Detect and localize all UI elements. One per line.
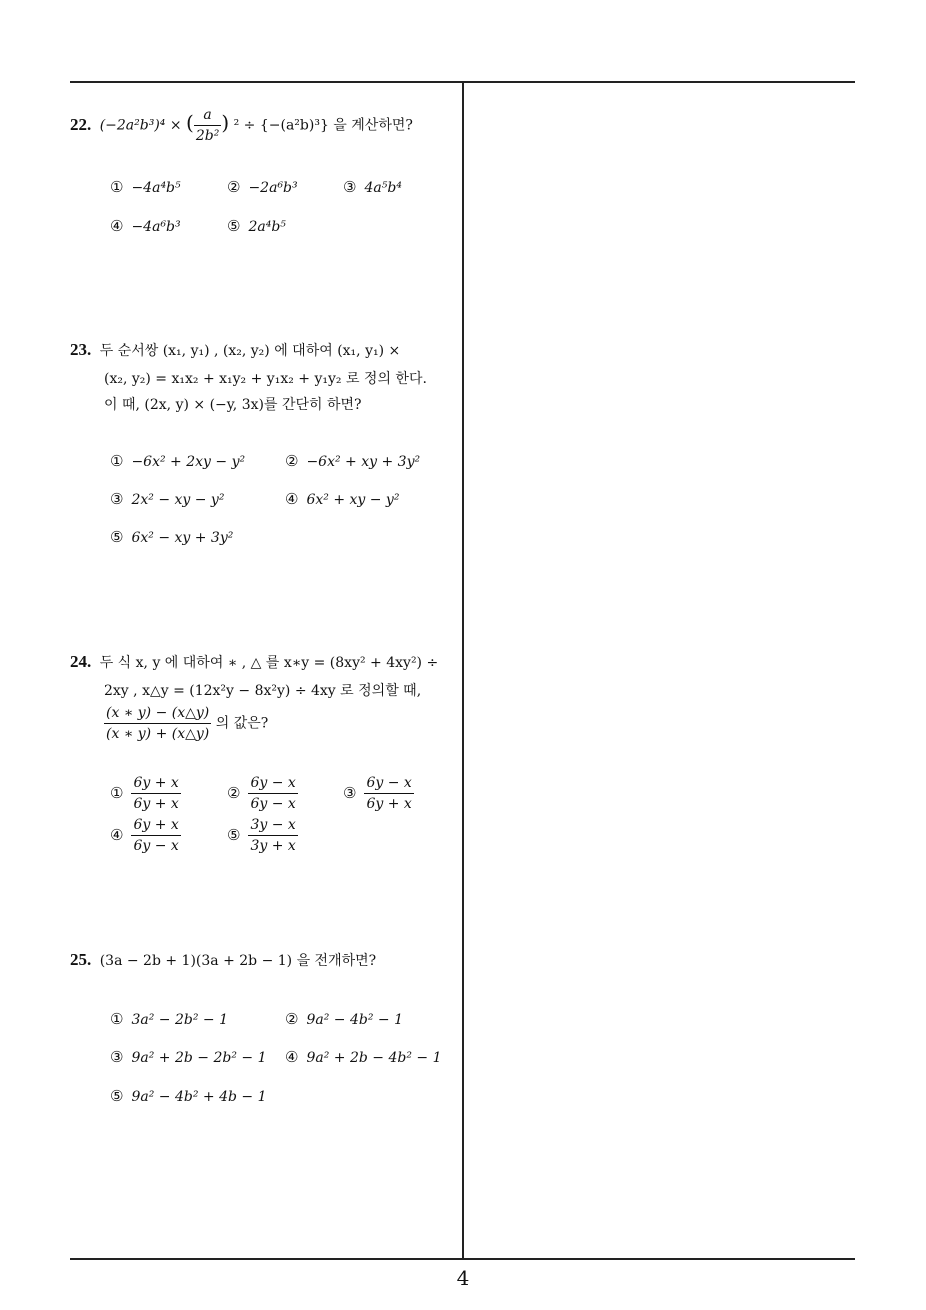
fraction-denominator: (x ∗ y) + (x△y) — [104, 723, 211, 743]
question-22 — [70, 100, 456, 250]
choice-fraction — [131, 774, 180, 813]
choice-3[interactable] — [110, 1048, 266, 1066]
choice-1[interactable] — [110, 1010, 228, 1028]
stem-text: 두 순서쌍 (x₁, y₁) , (x₂, y₂) 에 대하여 (x₁, y₁) × — [99, 343, 401, 359]
choice-5[interactable] — [227, 816, 298, 855]
choice-text: −4a⁴b⁵ — [131, 180, 181, 196]
choice-text: 9a² − 4b² + 4b − 1 — [131, 1089, 267, 1105]
question-stem-line: 2xy , x△y = (12x²y − 8x²y) ÷ 4xy 로 정의할 때, — [104, 683, 422, 699]
paren-left: ( — [186, 110, 194, 135]
fraction-denominator: 6y + x — [364, 793, 413, 813]
choice-mark: ⑤ — [227, 217, 241, 235]
question-23 — [70, 340, 456, 560]
choice-4[interactable] — [110, 217, 181, 235]
question-number: 24. — [70, 652, 92, 671]
stem-part: (−2a²b³)⁴ × — [99, 117, 182, 134]
question-24 — [70, 652, 456, 862]
question-number: 25. — [70, 950, 92, 969]
choice-mark: ② — [227, 783, 241, 802]
fraction-numerator: (x ∗ y) − (x△y) — [106, 705, 210, 721]
choice-mark: ① — [110, 1010, 124, 1028]
question-number: 23. — [70, 340, 92, 359]
choice-mark: ② — [285, 452, 299, 470]
choice-5[interactable] — [227, 217, 286, 235]
choice-3[interactable] — [110, 490, 224, 508]
choice-text: 6x² − xy + 3y² — [131, 530, 234, 546]
choice-fraction — [248, 774, 297, 813]
choice-2[interactable] — [285, 452, 420, 470]
choice-mark: ⑤ — [227, 825, 241, 844]
choice-mark: ③ — [110, 1048, 124, 1066]
question-stem-fraction — [104, 704, 268, 743]
question-stem-line — [70, 652, 438, 672]
choice-text: 4a⁵b⁴ — [364, 180, 402, 196]
fraction-numerator: 6y + x — [133, 775, 179, 791]
page-number: 4 — [456, 1266, 470, 1290]
fraction-denominator: 6y − x — [131, 835, 180, 855]
choice-2[interactable] — [227, 178, 298, 196]
choice-3[interactable] — [343, 774, 414, 813]
question-stem — [70, 106, 413, 145]
choice-text: 9a² − 4b² − 1 — [306, 1012, 403, 1028]
question-number: 22. — [70, 114, 92, 134]
choice-text: −6x² + xy + 3y² — [306, 454, 421, 470]
fraction-numerator: 6y + x — [133, 817, 179, 833]
choice-mark: ② — [227, 178, 241, 196]
choice-mark: ④ — [110, 217, 124, 235]
choice-4[interactable] — [285, 1048, 441, 1066]
choice-2[interactable] — [227, 774, 298, 813]
fraction-numerator: 6y − x — [250, 775, 296, 791]
fraction-denominator: 6y + x — [131, 793, 180, 813]
choice-text: −6x² + 2xy − y² — [131, 454, 246, 470]
question-stem-line — [70, 340, 400, 360]
paren-right: ) — [221, 110, 230, 135]
choice-mark: ② — [285, 1010, 299, 1028]
choice-mark: ① — [110, 783, 124, 802]
stem-part: ² ÷ {−(a²b)³} 을 계산하면? — [233, 117, 413, 134]
choice-text: 6x² + xy − y² — [306, 492, 400, 508]
choice-mark: ③ — [343, 178, 357, 196]
choice-mark: ④ — [110, 825, 124, 844]
choice-mark: ③ — [110, 490, 124, 508]
stem-text: 두 식 x, y 에 대하여 ∗ , △ 를 x∗y = (8xy² + 4xy²) ÷ — [99, 655, 439, 671]
choice-mark: ④ — [285, 490, 299, 508]
choice-text: 9a² + 2b − 2b² − 1 — [131, 1050, 267, 1066]
question-stem-line: (x₂, y₂) = x₁x₂ + x₁y₂ + y₁x₂ + y₁y₂ 로 정의 한다. — [104, 371, 427, 387]
fraction-denominator: 3y + x — [248, 835, 297, 855]
choice-text: −4a⁶b³ — [131, 219, 181, 235]
choice-text: 2a⁴b⁵ — [248, 219, 286, 235]
fraction-numerator: 6y − x — [366, 775, 412, 791]
choice-mark: ① — [110, 178, 124, 196]
fraction-numerator: a — [203, 107, 212, 123]
column-divider — [462, 81, 464, 1259]
choice-text: 2x² − xy − y² — [131, 492, 225, 508]
stem-text: (3a − 2b + 1)(3a + 2b − 1) 을 전개하면? — [99, 953, 377, 969]
choice-mark: ① — [110, 452, 124, 470]
choice-mark: ④ — [285, 1048, 299, 1066]
choice-1[interactable] — [110, 452, 245, 470]
choice-4[interactable] — [110, 816, 181, 855]
choice-3[interactable] — [343, 178, 402, 196]
stem-fraction — [194, 106, 221, 145]
question-25 — [70, 950, 456, 1120]
stem-text: 의 값은? — [215, 715, 269, 732]
choice-5[interactable] — [110, 528, 233, 546]
choice-1[interactable] — [110, 178, 181, 196]
fraction-denominator: 2b² — [194, 125, 221, 145]
choice-1[interactable] — [110, 774, 181, 813]
bottom-rule — [70, 1258, 855, 1260]
choice-4[interactable] — [285, 490, 399, 508]
choice-fraction — [131, 816, 180, 855]
fraction-denominator: 6y − x — [248, 793, 297, 813]
choice-fraction — [364, 774, 413, 813]
choice-5[interactable] — [110, 1087, 266, 1105]
choice-mark: ③ — [343, 783, 357, 802]
choice-text: 9a² + 2b − 4b² − 1 — [306, 1050, 442, 1066]
choice-fraction — [248, 816, 297, 855]
choice-text: −2a⁶b³ — [248, 180, 298, 196]
fraction-numerator: 3y − x — [250, 817, 296, 833]
choice-text: 3a² − 2b² − 1 — [131, 1012, 228, 1028]
question-stem-line: 이 때, (2x, y) × (−y, 3x)를 간단히 하면? — [104, 397, 362, 413]
choice-2[interactable] — [285, 1010, 403, 1028]
choice-mark: ⑤ — [110, 1087, 124, 1105]
choice-mark: ⑤ — [110, 528, 124, 546]
question-stem — [70, 950, 376, 970]
stem-fraction — [104, 704, 211, 743]
